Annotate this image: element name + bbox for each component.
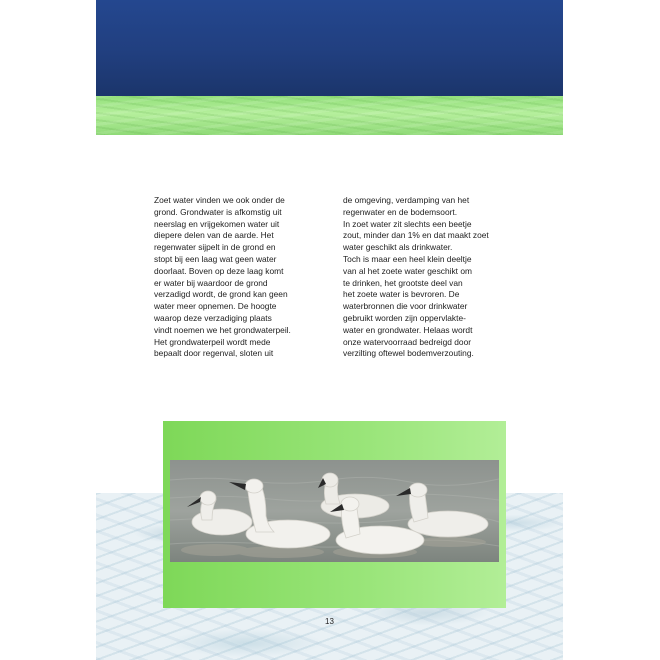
- text-line: de omgeving, verdamping van het: [343, 195, 470, 205]
- text-line: diepere delen van de aarde. Het: [154, 230, 274, 241]
- swans-illustration: [170, 460, 499, 562]
- text-line: grond. Grondwater is afkomstig uit: [154, 206, 282, 217]
- text-line: van al het zoete water geschikt om: [343, 265, 472, 276]
- text-line: regenwater sijpelt in de grond en: [154, 242, 276, 253]
- text-line: water geschikt als drinkwater.: [343, 242, 453, 253]
- text-line: neerslag en vrijgekomen water uit: [154, 218, 280, 229]
- cygnets-photo: [170, 460, 499, 562]
- text-line: waterbronnen die voor drinkwater: [343, 301, 468, 312]
- text-column-right: [343, 195, 523, 360]
- text-line: onze watervoorraad bedreigd door: [343, 336, 472, 347]
- blue-header-band: [96, 0, 563, 96]
- document-page: [96, 0, 563, 660]
- text-line: Het grondwaterpeil wordt mede: [154, 336, 271, 347]
- text-column-left: [154, 195, 334, 360]
- text-line: er water bij waardoor de grond: [154, 277, 268, 288]
- text-line: Zoet water vinden we ook onder de: [154, 195, 285, 205]
- text-line: water meer opnemen. De hoogte: [154, 301, 277, 312]
- text-line: water en grondwater. Helaas wordt: [343, 324, 473, 335]
- text-line: het zoete water is bevroren. De: [343, 289, 460, 300]
- photo-frame: [163, 421, 506, 608]
- text-line: doorlaat. Boven op deze laag komt: [154, 265, 284, 276]
- text-line: vindt noemen we het grondwaterpeil.: [154, 324, 291, 335]
- text-line: Toch is maar een heel klein deeltje: [343, 253, 472, 264]
- text-line: regenwater en de bodemsoort.: [343, 206, 458, 217]
- page-number: 13: [325, 617, 334, 626]
- text-line: verzilting oftewel bodemverzouting.: [343, 348, 474, 359]
- text-line: verzadigd wordt, de grond kan geen: [154, 289, 288, 300]
- text-line: stopt bij een laag wat geen water: [154, 253, 277, 264]
- green-texture-band: [96, 96, 563, 135]
- text-line: zout, minder dan 1% en dat maakt zoet: [343, 230, 489, 241]
- text-line: In zoet water zit slechts een beetje: [343, 218, 472, 229]
- text-line: te drinken, het grootste deel van: [343, 277, 463, 288]
- text-line: bepaalt door regenval, sloten uit: [154, 348, 274, 359]
- text-line: waarop deze verzadiging plaats: [154, 312, 272, 323]
- text-line: gebruikt worden zijn oppervlakte-: [343, 312, 466, 323]
